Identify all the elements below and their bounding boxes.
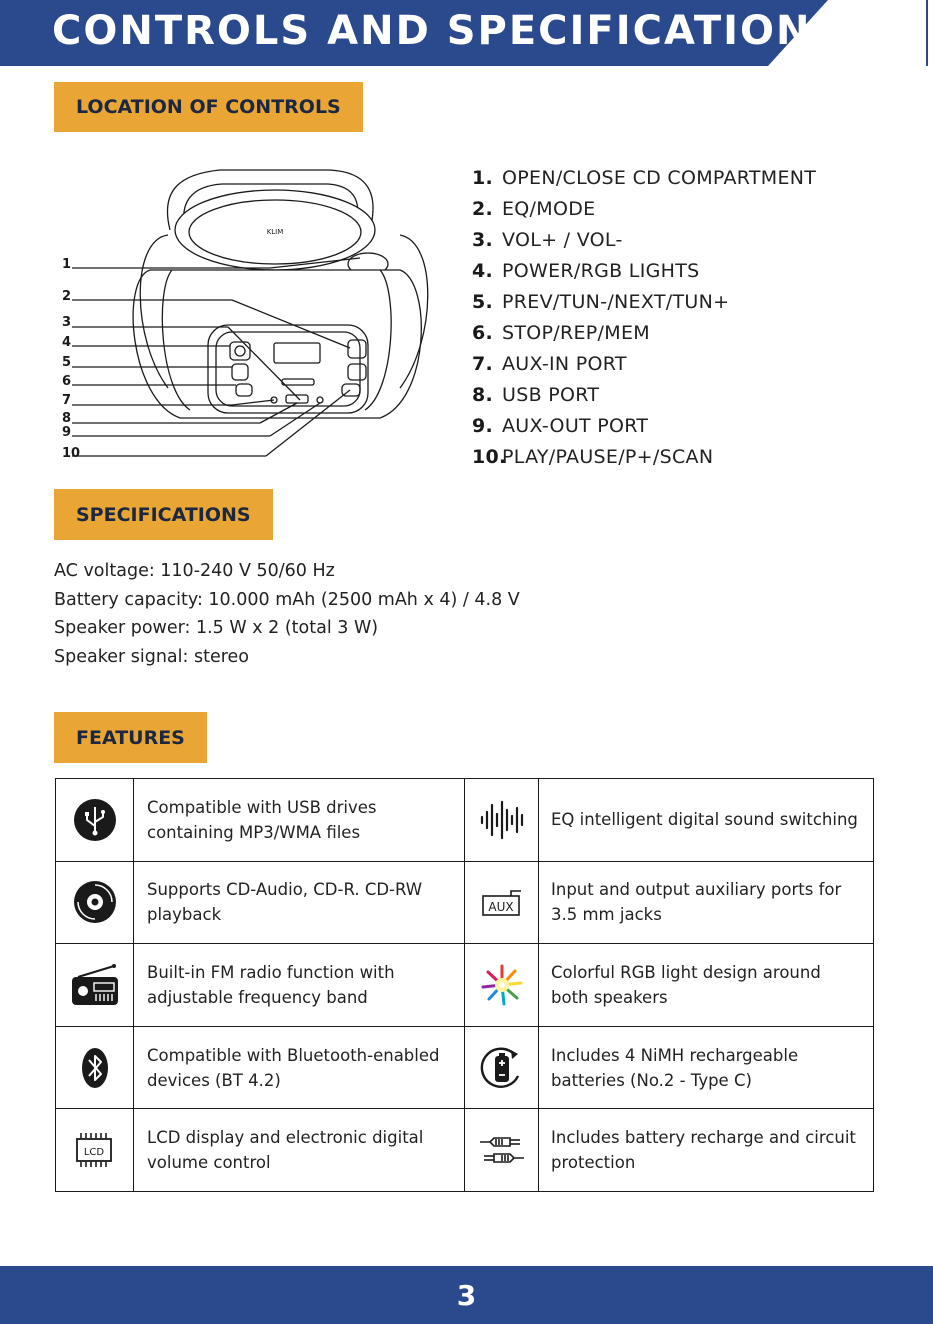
spec-item: AC voltage: 110-240 V 50/60 Hz (54, 561, 335, 582)
control-item: 6. STOP/REP/MEM (472, 322, 650, 345)
table-row (56, 1026, 874, 1109)
callout-1: 1 (62, 257, 72, 272)
control-item: 10. PLAY/PAUSE/P+/SCAN (472, 446, 714, 469)
aux-icon (481, 887, 523, 917)
feature-text: Includes battery recharge and circuit protection (539, 1109, 874, 1192)
page-number: 3 (456, 1278, 477, 1312)
feature-text: LCD display and electronic digital volume control (134, 1109, 465, 1192)
location-of-controls-heading: LOCATION OF CONTROLS (54, 82, 363, 132)
rechargeable-battery-icon (480, 1046, 524, 1090)
boombox-body (133, 270, 421, 418)
charger-plug-icon (478, 1132, 526, 1168)
control-item: 2. EQ/MODE (472, 197, 596, 220)
radio-icon (70, 963, 120, 1007)
feature-text: EQ intelligent digital sound switching (539, 779, 874, 862)
boombox-diagram (60, 160, 440, 465)
feature-text: Includes 4 NiMH rechargeable batteries (No.2 - Type C) (539, 1026, 874, 1109)
feature-text: Colorful RGB light design around both speakers (539, 944, 874, 1027)
features-heading: FEATURES (54, 712, 207, 763)
lcd-icon (75, 1130, 115, 1170)
callout-8: 8 (62, 411, 72, 426)
rgb-light-icon (480, 963, 524, 1007)
control-item: 7. AUX-IN PORT (472, 353, 627, 376)
specifications-heading: SPECIFICATIONS (54, 489, 273, 540)
spec-item: Battery capacity: 10.000 mAh (2500 mAh x 4) / 4.8 V (54, 589, 520, 610)
feature-text: Built-in FM radio function with adjustable frequency band (134, 944, 465, 1027)
callout-10: 10 (62, 446, 81, 461)
feature-text: Compatible with Bluetooth-enabled devices (BT 4.2) (134, 1026, 465, 1109)
control-item: 8. USB PORT (472, 384, 600, 407)
control-item: 5. PREV/TUN-/NEXT/TUN+ (472, 290, 730, 313)
page-title: CONTROLS AND SPECIFICATIONS (52, 8, 843, 54)
table-row (56, 861, 874, 944)
feature-text: Supports CD-Audio, CD-R. CD-RW playback (134, 861, 465, 944)
controls-list (472, 162, 816, 473)
table-row (56, 944, 874, 1027)
callout-2: 2 (62, 289, 72, 304)
callout-9: 9 (62, 425, 72, 440)
callout-5: 5 (62, 355, 72, 370)
callout-4: 4 (62, 335, 72, 350)
svg-text:AUX: AUX (487, 900, 514, 915)
page-header (0, 0, 933, 66)
usb-icon (73, 798, 117, 842)
callout-7: 7 (62, 393, 72, 408)
control-item: 3. VOL+ / VOL- (472, 228, 623, 251)
callout-6: 6 (62, 374, 72, 389)
svg-text:LCD: LCD (83, 1147, 104, 1159)
features-table (55, 778, 874, 1192)
bluetooth-icon (80, 1046, 110, 1090)
control-item: 1. OPEN/CLOSE CD COMPARTMENT (472, 166, 817, 189)
page-footer (0, 1266, 933, 1324)
control-item: 4. POWER/RGB LIGHTS (472, 259, 700, 282)
spec-item: Speaker signal: stereo (54, 646, 249, 667)
specifications-list (54, 557, 520, 671)
feature-text: Input and output auxiliary ports for 3.5 mm jacks (539, 861, 874, 944)
feature-text: Compatible with USB drives containing MP3/WMA files (134, 779, 465, 862)
callout-3: 3 (62, 315, 72, 330)
table-row (56, 1109, 874, 1192)
cd-icon (73, 880, 117, 924)
sound-wave-icon (479, 800, 525, 840)
table-row (56, 779, 874, 862)
spec-item: Speaker power: 1.5 W x 2 (total 3 W) (54, 618, 379, 639)
control-item: 9. AUX-OUT PORT (472, 415, 649, 438)
brand-logo-text: KLIM (266, 228, 284, 236)
